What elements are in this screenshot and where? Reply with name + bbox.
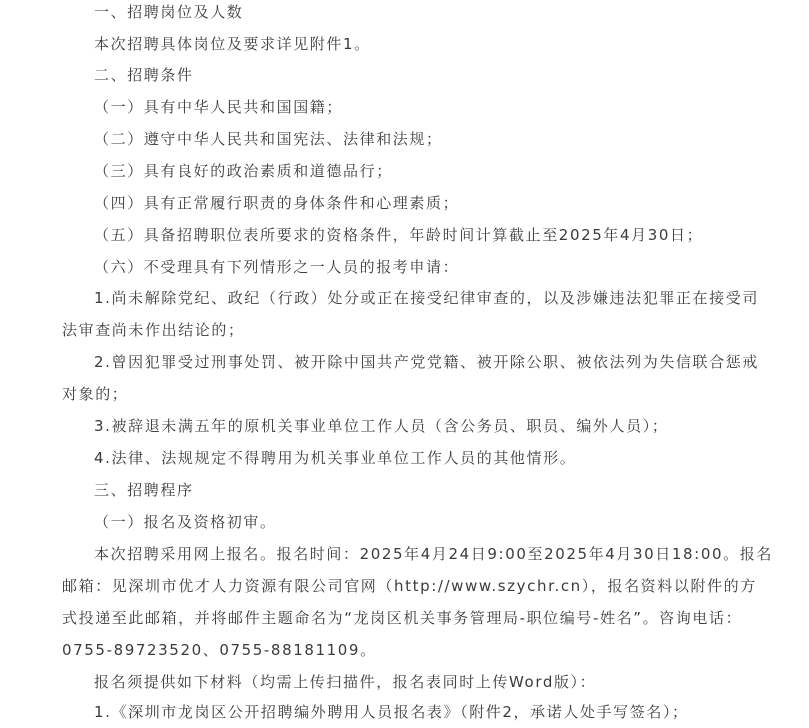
registration-line-2: 邮箱：见深圳市优才人力资源有限公司官网（http://www.szychr.cn），报名资料以附件的方	[62, 577, 757, 595]
exclusion-item-2-line2: 对象的；	[62, 385, 129, 403]
condition-item-5: （五）具备招聘职位表所要求的资格条件，年龄时间计算截止至2025年4月30日；	[94, 226, 704, 244]
exclusion-item-1-line2: 法审查尚未作出结论的；	[62, 321, 245, 339]
procedure-sub-registration: （一）报名及资格初审。	[94, 513, 277, 531]
section-heading-conditions: 二、招聘条件	[94, 66, 194, 84]
exclusion-item-1-line1: 1.尚未解除党纪、政纪（行政）处分或正在接受纪律审查的，以及涉嫌违法犯罪正在接受司	[94, 289, 759, 307]
positions-paragraph: 本次招聘具体岗位及要求详见附件1。	[94, 35, 371, 53]
condition-item-3: （三）具有良好的政治素质和道德品行；	[94, 162, 393, 180]
section-heading-positions: 一、招聘岗位及人数	[94, 3, 244, 21]
condition-item-6: （六）不受理具有下列情形之一人员的报考申请：	[94, 258, 460, 276]
registration-line-3: 式投递至此邮箱，并将邮件主题命名为“龙岗区机关事务管理局-职位编号-姓名”。咨询电话：	[62, 609, 743, 627]
material-item-1: 1.《深圳市龙岗区公开招聘编外聘用人员报名表》（附件2，承诺人处手写签名）；	[94, 703, 689, 721]
materials-intro: 报名须提供如下材料（均需上传扫描件，报名表同时上传Word版）：	[94, 673, 597, 691]
condition-item-1: （一）具有中华人民共和国国籍；	[94, 98, 344, 116]
section-heading-procedure: 三、招聘程序	[94, 481, 194, 499]
registration-line-1: 本次招聘采用网上报名。报名时间：2025年4月24日9:00至2025年4月30日18:00。报名	[94, 545, 773, 563]
registration-line-4: 0755-89723520、0755-88181109。	[62, 641, 377, 659]
exclusion-item-2-line1: 2.曾因犯罪受过刑事处罚、被开除中国共产党党籍、被开除公职、被依法列为失信联合惩戒	[94, 353, 759, 371]
exclusion-item-4: 4.法律、法规规定不得聘用为机关事业单位工作人员的其他情形。	[94, 449, 577, 467]
condition-item-2: （二）遵守中华人民共和国宪法、法律和法规；	[94, 130, 443, 148]
condition-item-4: （四）具有正常履行职责的身体条件和心理素质；	[94, 194, 460, 212]
exclusion-item-3: 3.被辞退未满五年的原机关事业单位工作人员（含公务员、职员、编外人员）；	[94, 417, 669, 435]
